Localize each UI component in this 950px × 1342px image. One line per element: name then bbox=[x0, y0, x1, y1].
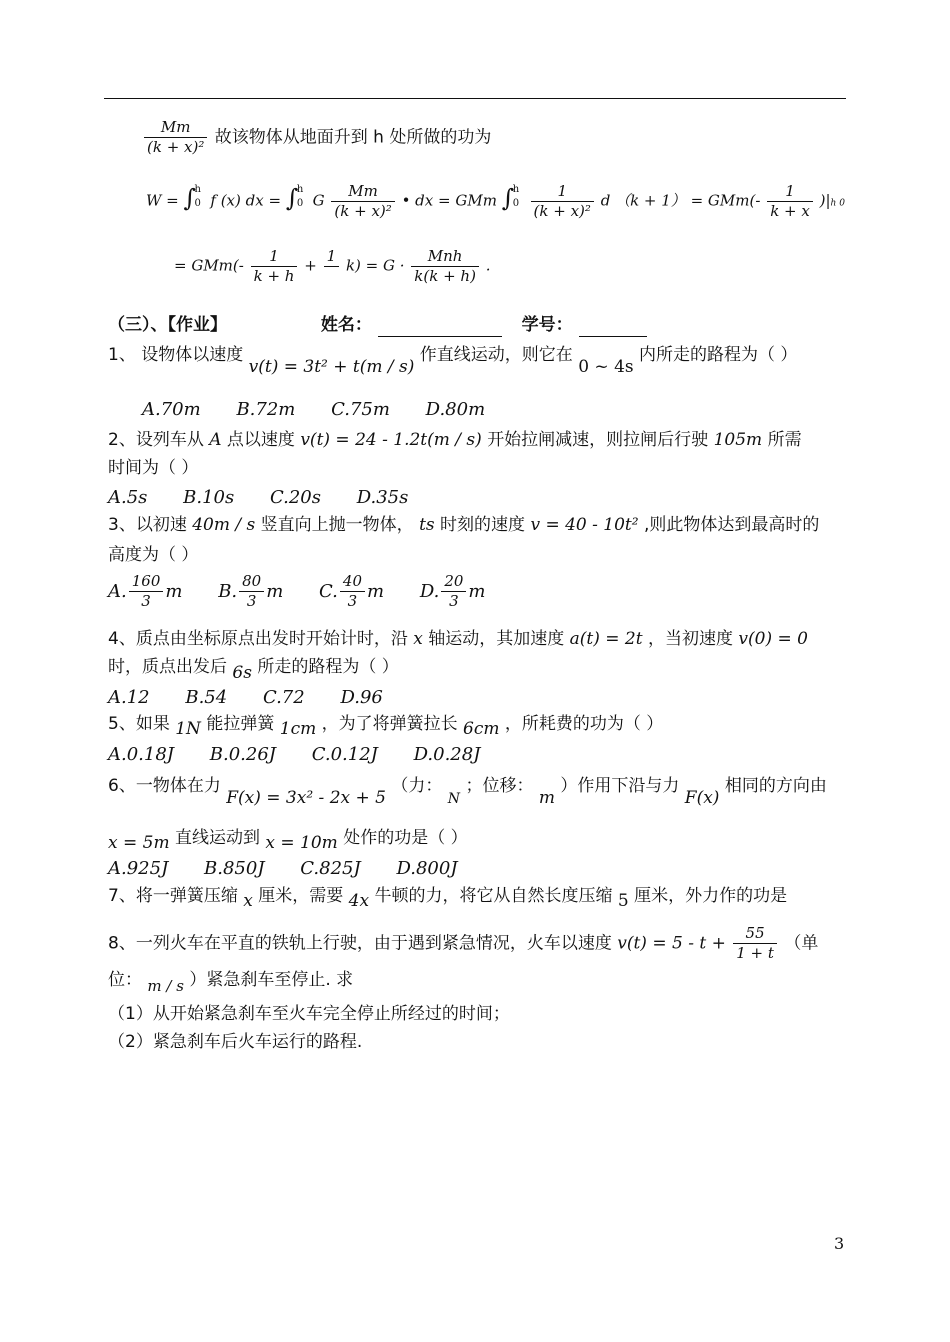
option-b[interactable]: B. $\frac{80}{3}$ m bbox=[218, 572, 284, 610]
option-c[interactable]: C.72 bbox=[262, 687, 305, 708]
question-5-options bbox=[108, 743, 510, 767]
question-6-options bbox=[108, 857, 488, 881]
question-2-options bbox=[108, 486, 438, 510]
intro-line bbox=[142, 118, 491, 157]
fraction: 1 bbox=[324, 247, 340, 286]
option-c[interactable]: C.20s bbox=[269, 487, 321, 508]
homework-header bbox=[108, 313, 647, 337]
q6-formula: F(x) = 3x² - 2x + 5 bbox=[226, 788, 386, 808]
q1-formula: v(t) = 3t² + t(m / s) bbox=[248, 357, 415, 377]
name-label: 姓名： bbox=[320, 315, 372, 335]
option-d[interactable]: D. $\frac{20}{3}$ m bbox=[419, 572, 486, 610]
option-d[interactable]: D.96 bbox=[340, 687, 383, 708]
question-3-options bbox=[108, 572, 516, 611]
question-3: 3、以初速 40m / s 竖直向上抛一物体， ts 时刻的速度 v = 40 - 10t² ,则此物体达到最高时的 bbox=[108, 515, 820, 535]
option-d[interactable]: D.35s bbox=[356, 487, 409, 508]
option-d[interactable]: D.80m bbox=[425, 399, 486, 420]
header-rule bbox=[104, 98, 846, 99]
page-number: 3 bbox=[834, 1234, 845, 1253]
option-a[interactable]: A.925J bbox=[108, 858, 169, 879]
work-equation-2: = GMm(- $\frac{1}{k + h}$ + 1 k) = G · $\frac{\text{Mnh}}{k(k + h)}$ . bbox=[174, 247, 491, 285]
id-blank[interactable] bbox=[579, 316, 647, 337]
question-8-part-1: （1）从开始紧急刹车至火车完全停止所经过的时间； bbox=[108, 1004, 510, 1024]
fraction: $\frac{1}{k + x}$ bbox=[767, 182, 813, 221]
option-b[interactable]: B.10s bbox=[183, 487, 235, 508]
homework-title: （三）、【作业】 bbox=[108, 315, 227, 335]
option-c[interactable]: C.0.12J bbox=[311, 744, 378, 765]
option-c[interactable]: C. $\frac{40}{3}$ m bbox=[319, 572, 385, 610]
question-1-options bbox=[142, 398, 515, 422]
question-4-options bbox=[108, 686, 413, 710]
option-b[interactable]: B.54 bbox=[185, 687, 228, 708]
option-c[interactable]: C.825J bbox=[300, 858, 361, 879]
fraction: $\frac{55}{1 + t}$ bbox=[733, 924, 777, 963]
question-6: 6、一物体在力 F(x) = 3x² - 2x + 5 （力： $_N$ ；位移： m ）作用下沿与力 F(x) 相同的方向由 bbox=[108, 776, 827, 808]
question-5: 5、如果 1N 能拉弹簧 1cm ，为了将弹簧拉长 6cm ，所耗费的功为（ ） bbox=[108, 714, 664, 739]
question-6-line2: x = 5m 直线运动到 x = 10m 处作的功是（ ） bbox=[108, 828, 468, 853]
option-b[interactable]: B.850J bbox=[204, 858, 265, 879]
id-label: 学号： bbox=[521, 315, 573, 335]
integral-sign: ∫ h 0 bbox=[285, 183, 304, 212]
question-2-line2: 时间为（ ） bbox=[108, 458, 199, 478]
option-a[interactable]: A.12 bbox=[108, 687, 150, 708]
question-3-line2: 高度为（ ） bbox=[108, 545, 199, 565]
option-d[interactable]: D.800J bbox=[396, 858, 458, 879]
work-equation-1: W = ∫ h 0 f (x) dx = ∫ h 0 G $\frac{Mm}{\text{(k + x)²}}$ • dx = GMm ∫ h 0 $\frac{1}{\text{(k + x)²}}$ d （k + 1） = GMm(- $\frac{1}{k + x}$ )|h 0 bbox=[146, 182, 845, 220]
fraction: $\frac{1}{\text{(k + x)²}}$ bbox=[531, 182, 594, 221]
option-c[interactable]: C.75m bbox=[331, 399, 390, 420]
option-a[interactable]: A.5s bbox=[108, 487, 148, 508]
question-7: 7、将一弹簧压缩 x 厘米，需要 4x 牛顿的力，将它从自然长度压缩 5 厘米，外力作的功是 bbox=[108, 886, 788, 911]
q1-range: 0 ~ 4s bbox=[578, 357, 634, 377]
intro-text: 故该物体从地面升到 h 处所做的功为 bbox=[214, 127, 492, 148]
option-a[interactable]: A.0.18J bbox=[108, 744, 175, 765]
option-d[interactable]: D.0.28J bbox=[413, 744, 481, 765]
q2-formula: v(t) = 24 - 1.2t(m / s) bbox=[300, 430, 482, 450]
q3-formula: v = 40 - 10t² bbox=[530, 515, 639, 535]
question-2: 2、设列车从 A 点以速度 v(t) = 24 - 1.2t(m / s) 开始拉闸减速，则拉闸后行驶 105m 所需 bbox=[108, 430, 802, 450]
question-8-line2: 位： m / s ）紧急刹车至停止. 求 bbox=[108, 970, 354, 995]
intro-fraction: $\frac{Mm}{\text{(k + x)²}}$ bbox=[144, 118, 207, 157]
name-blank[interactable] bbox=[378, 316, 502, 337]
integral-sign: ∫ h 0 bbox=[501, 183, 520, 212]
question-8-part-2: （2）紧急刹车后火车运行的路程. bbox=[108, 1032, 363, 1052]
option-b[interactable]: B.0.26J bbox=[209, 744, 276, 765]
q8-formula: v(t) = 5 - t + bbox=[617, 933, 726, 954]
fraction: $\frac{Mm}{\text{(k + x)²}}$ bbox=[331, 182, 394, 221]
question-1: 1、 设物体以速度 v(t) = 3t² + t(m / s) 作直线运动，则它在 0 ~ 4s 内所走的路程为（ ） bbox=[108, 345, 798, 377]
question-4: 4、质点由坐标原点出发时开始计时，沿 x 轴运动，其加速度 a(t) = 2t ，当初速度 v(0) = 0 bbox=[108, 629, 808, 649]
fraction: $\frac{1}{k + h}$ bbox=[251, 247, 298, 286]
question-4-line2: 时，质点出发后 6s 所走的路程为（ ） bbox=[108, 657, 399, 683]
option-a[interactable]: A. $\frac{160}{3}$ m bbox=[108, 572, 183, 610]
question-8: 8、一列火车在平直的铁轨上行驶，由于遇到紧急情况，火车以速度 v(t) = 5 - t + $\frac{55}{1 + t}$ （单 bbox=[108, 924, 819, 962]
option-b[interactable]: B.72m bbox=[236, 399, 296, 420]
option-a[interactable]: A.70m bbox=[142, 399, 201, 420]
fraction: $\frac{\text{Mnh}}{k(k + h)}$ bbox=[411, 247, 479, 286]
integral-sign: ∫ h 0 bbox=[183, 183, 201, 212]
